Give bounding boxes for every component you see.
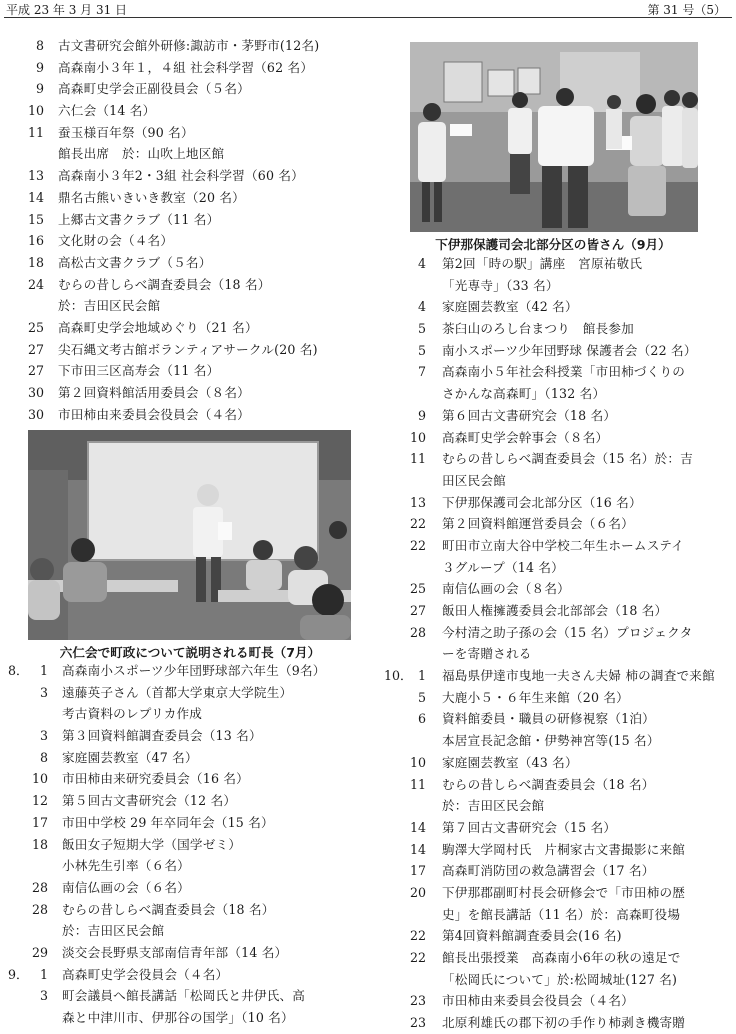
event-day: 7 [417,364,426,380]
event-text: 淡交会長野県支部南信青年部（14 名） [62,944,288,960]
event-entry [20,360,360,382]
event-text: むらの昔しらべ調査委員会（18 名） [62,901,275,917]
event-entry [384,839,734,861]
event-day: 11 [409,776,426,792]
event-entry [20,230,360,252]
event-entry [384,904,734,926]
caption-rokujinkai: 六仁会で町政について説明される町長（7月） [59,645,321,660]
event-entry [8,703,360,725]
event-list-left-bottom [8,660,360,1029]
event-text: 家庭園芸教室（47 名） [62,749,198,765]
event-entry [384,275,734,297]
event-day: 28 [31,879,48,895]
event-day: 30 [27,385,44,400]
event-text: ーを寄贈される [442,646,532,662]
event-entry [384,665,734,687]
event-text: 第4回資料館調査委員会(16 名) [442,928,622,944]
event-text: 家庭園芸教室（42 名） [442,299,578,315]
event-text: 「松岡氏について」於:松岡城址(127 名) [442,971,678,987]
event-day: 9 [417,407,426,423]
right-column [384,253,734,1034]
event-day: 3 [39,988,48,1004]
event-entry [8,855,360,877]
event-entry [384,687,734,709]
event-entry [8,790,360,812]
event-text: 第2回「時の駅」講座 宮原祐敬氏 [442,256,643,271]
event-day: 13 [409,494,426,510]
event-day: 27 [27,363,44,379]
event-text: 茶臼山のろし台まつり 館長参加 [442,321,634,337]
event-day: 12 [31,793,48,809]
event-day: 8 [35,38,44,53]
event-text: 今村清之助子孫の会（15 名）プロジェクタ [442,624,693,640]
event-entry [384,817,734,839]
event-day: 11 [409,451,426,467]
event-day: 11 [27,124,44,140]
event-day: 13 [27,168,44,184]
event-day: 28 [409,624,426,640]
event-entry [384,427,734,449]
event-text: 市田中学校 29 年卒同年会（15 名） [62,814,274,830]
event-text: 南信仏画の会（６名） [62,879,190,895]
photo-hogoshikai [410,42,698,232]
event-day: 25 [409,581,426,597]
event-entry [20,78,360,100]
event-entry [8,682,360,704]
event-text: 高森南小３年１，４組 社会科学習（62 名） [58,59,314,75]
event-day: 18 [27,254,44,270]
event-entry [384,296,734,318]
event-day: 4 [417,299,426,315]
photo-rokujinkai-image [28,430,351,640]
event-text: さかんな高森町」（132 名） [442,386,606,402]
event-text: 田区民会館 [442,472,506,488]
event-text: 第２回資料館活用委員会（８名） [58,385,250,400]
event-day: 10 [31,771,48,787]
event-entry [8,747,360,769]
event-text: 尖石縄文考古館ボランティアサークル(20 名) [58,341,318,357]
event-text: 南小スポーツ少年団野球 保護者会（22 名） [442,342,697,358]
event-text: 大鹿小５・６年生来館（20 名） [442,689,629,705]
event-month: 8． [8,663,29,678]
event-entry [384,361,734,383]
event-entry [384,622,734,644]
event-text: 市田柿由来研究委員会（16 名） [62,771,249,787]
event-text: 高森南小３年2・3組 社会科学習（60 名） [58,168,304,184]
event-text: 下市田三区高寿会（11 名） [58,363,220,379]
event-entry [384,492,734,514]
event-entry [8,660,360,682]
event-day: 20 [409,884,426,900]
event-day: 17 [31,814,48,830]
event-entry [384,752,734,774]
event-entry [384,340,734,362]
event-text: 第６回古文書研究会（18 名） [442,407,617,423]
event-entry [384,535,734,557]
event-entry [384,882,734,904]
event-day: 10 [409,754,426,770]
event-text: 館長出席 於：山吹上地区館 [58,146,225,162]
event-text: 小林先生引率（６名） [62,858,190,874]
event-day: 3 [39,728,48,744]
event-list-right [384,253,734,1034]
caption-hogoshikai: 下伊那保護司会北部分区の皆さん（9月） [435,237,671,252]
event-text: 於：吉田区民会館 [58,298,161,314]
event-entry [20,382,360,404]
event-entry [384,578,734,600]
event-entry [384,405,734,427]
event-text: 高森町消防団の救急講習会（17 名） [442,863,655,879]
event-entry [384,318,734,340]
event-entry [20,122,360,144]
event-text: 文化財の会（４名） [58,233,174,249]
event-text: 上郷古文書クラブ（11 名） [58,211,220,227]
event-entry [384,730,734,752]
event-day: 30 [27,406,44,422]
event-text: 高森南小５年社会科授業「市田柿づくりの [442,364,686,380]
event-day: 25 [27,319,44,335]
event-text: 第５回古文書研究会（12 名） [62,793,237,809]
event-day: 1 [39,663,48,678]
event-text: 町田市立南大谷中学校二年生ホームステイ [442,537,684,553]
event-text: 南信仏画の会（８名） [442,581,570,597]
event-day: 29 [31,944,48,960]
event-entry [8,768,360,790]
event-day: 15 [27,211,44,227]
event-day: 1 [417,668,426,684]
event-text: 資料館委員・職員の研修視察（1泊） [442,711,655,727]
event-day: 5 [417,321,426,337]
event-entry [8,725,360,747]
event-text: 下伊那保護司会北部分区（16 名） [442,494,642,510]
event-entry [8,899,360,921]
event-entry [384,600,734,622]
event-text: 遠藤英子さん（首都大学東京大学院生） [62,684,293,700]
event-day: 5 [417,342,426,358]
event-entry [8,964,360,986]
event-text: 史」を館長講話（11 名）於：高森町役場 [442,906,681,922]
event-entry [8,1007,360,1029]
event-text: 第２回資料館運営委員会（６名） [442,516,634,532]
event-entry [20,209,360,231]
event-text: 町会議員へ館長講話「松岡氏と井伊氏、高 [62,988,306,1004]
event-entry [384,969,734,991]
issue-number: 第 31 号（5） [647,3,726,17]
event-entry [384,708,734,730]
event-entry [8,920,360,942]
event-text: 於：吉田区民会館 [442,798,545,814]
event-entry [8,985,360,1007]
event-entry [384,470,734,492]
event-text: 高森町史学会正副役員会（５名） [58,81,250,97]
event-text: 高森南小スポーツ少年団野球部六年生（9名） [62,663,326,678]
event-day: 14 [409,841,426,857]
event-day: 14 [27,189,44,205]
event-entry [384,925,734,947]
page-header [0,0,736,20]
event-entry [384,947,734,969]
event-day: 27 [409,603,426,618]
event-day: 23 [409,993,426,1009]
event-entry [384,513,734,535]
event-text: 高森町史学会役員会（４名） [62,966,229,982]
left-column-lower [8,660,360,1029]
event-day: 27 [27,341,44,357]
issue-date: 平成 23 年 3 月 31 日 [6,3,128,17]
event-entry [384,1012,734,1034]
event-day: 16 [27,233,44,249]
event-entry [20,100,360,122]
event-day: 10 [27,103,44,119]
photo-rokujinkai [28,430,351,640]
event-text: 森と中津川市、伊那谷の国学」（10 名） [62,1010,294,1025]
event-entry [20,295,360,317]
event-entry [20,252,360,274]
event-day: 5 [417,689,426,705]
event-day: 4 [417,256,426,271]
event-day: 22 [409,537,426,553]
event-text: 福島県伊達市曳地一夫さん夫婦 柿の調査で来館 [442,668,715,684]
event-day: 28 [31,901,48,917]
event-day: 22 [409,516,426,532]
event-day: 6 [417,711,426,727]
event-text: 館長出張授業 高森南小6年の秋の遠足で [442,950,681,965]
event-text: 高森町史学会幹事会（８名） [442,429,609,445]
event-day: 24 [27,276,44,292]
event-text: 北原利雄氏の郡下初の手作り柿剥き機寄贈 [442,1015,686,1031]
event-entry [384,643,734,665]
event-text: むらの昔しらべ調査委員会（18 名） [442,776,655,792]
event-entry [20,165,360,187]
event-entry [20,187,360,209]
event-entry [384,774,734,796]
event-entry [20,317,360,339]
event-day: 3 [39,684,48,700]
event-text: むらの昔しらべ調査委員会（18 名） [58,276,271,292]
event-month: 9． [8,966,29,982]
event-entry [384,990,734,1012]
event-text: 「光専寺」（33 名） [442,277,559,293]
event-day: 9 [35,81,44,97]
event-entry [384,557,734,579]
event-text: 高森町史学会地域めぐり（21 名） [58,319,258,335]
event-day: 18 [31,836,48,852]
event-entry [20,35,360,57]
event-text: 駒澤大学岡村氏 片桐家古文書撮影に来館 [442,841,686,857]
event-entry [20,57,360,79]
event-day: 17 [409,863,426,879]
event-day: 14 [409,819,426,835]
event-text: 下伊那郡副町村長会研修会で「市田柿の歴 [442,884,686,900]
event-text: 本居宣長記念館・伊勢神宮等(15 名） [442,733,660,749]
event-entry [384,448,734,470]
event-text: 考古資料のレプリカ作成 [62,706,203,722]
event-text: 古文書研究会館外研修:諏訪市・茅野市(12名) [58,38,320,53]
event-day: 8 [39,749,48,765]
photo-hogoshikai-image [410,42,698,232]
event-text: 市田柿由来委員会役員会（４名） [442,993,634,1009]
event-day: 22 [409,928,426,944]
event-text: 第３回資料館調査委員会（13 名） [62,728,262,744]
event-entry [20,274,360,296]
event-text: 蚕玉様百年祭（90 名） [58,124,194,140]
event-list-left-top [20,35,360,425]
event-text: ３グループ（14 名） [442,559,564,575]
event-entry [384,795,734,817]
event-entry [8,812,360,834]
event-month: 10． [384,668,413,684]
event-text: 於：吉田区民会館 [62,923,165,939]
event-text: 鼎名古熊いきいき教室（20 名） [58,189,245,205]
event-text: 飯田人権擁護委員会北部部会（18 名） [442,603,668,618]
event-text: 第７回古文書研究会（15 名） [442,819,617,835]
event-entry [20,339,360,361]
event-day: 23 [409,1015,426,1031]
event-text: 家庭園芸教室（43 名） [442,754,578,770]
event-entry [384,860,734,882]
event-day: 22 [409,950,426,965]
event-entry [20,143,360,165]
event-entry [8,877,360,899]
event-day: 10 [409,429,426,445]
event-entry [20,404,360,426]
left-column [20,35,360,425]
event-text: 六仁会（14 名） [58,103,156,119]
event-entry [8,942,360,964]
event-day: 1 [39,966,48,982]
event-day: 9 [35,59,44,75]
event-entry [8,834,360,856]
event-text: 市田柿由来委員会役員会（４名） [58,406,250,422]
event-text: 飯田女子短期大学（国学ゼミ） [62,836,242,852]
event-text: むらの昔しらべ調査委員会（15 名）於：吉 [442,451,693,467]
event-entry [384,253,734,275]
header-rule [4,17,732,18]
event-entry [384,383,734,405]
event-text: 高松古文書クラブ（５名） [58,254,212,270]
